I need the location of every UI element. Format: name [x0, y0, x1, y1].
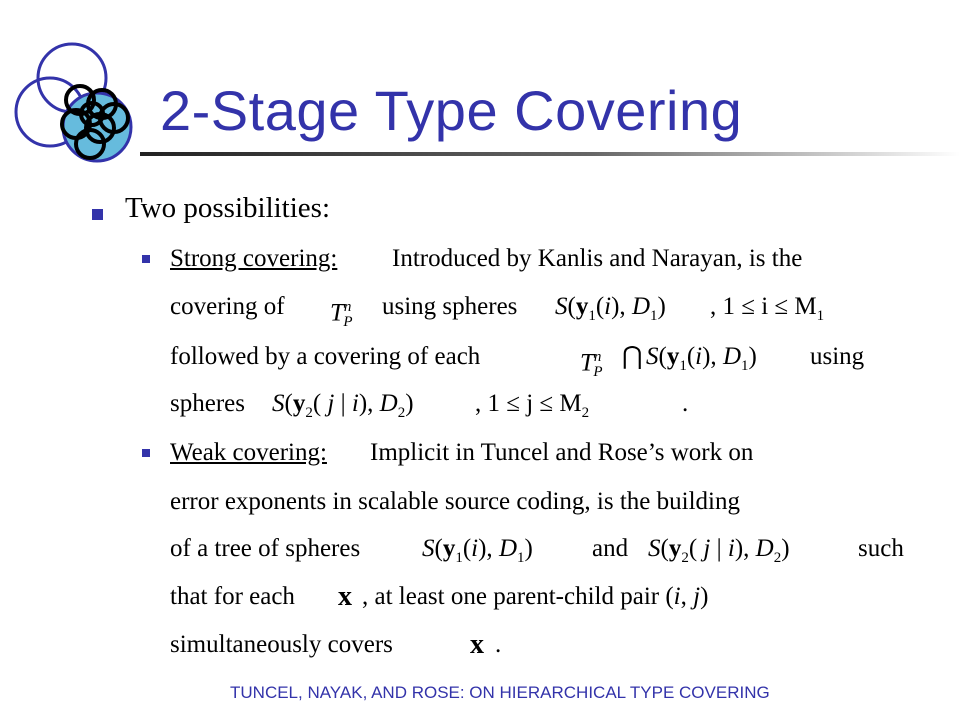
weak-text-4b: , at least one parent-child pair (i, j) — [362, 583, 709, 610]
weak-text-3c: such — [858, 535, 904, 562]
strong-covering-label: Strong covering: — [170, 245, 338, 272]
bullet-square-icon — [142, 255, 150, 263]
math-range-2: , $1 \le j \le M_2$ — [475, 390, 590, 421]
math-sphere-2: $S(y_2$( j | i), $D_2$) — [272, 390, 414, 421]
bullet-square-icon — [142, 449, 150, 457]
strong-text-3a: followed by a covering of each — [170, 343, 481, 370]
circles-logo-icon — [0, 0, 150, 170]
strong-text-2a: covering of — [170, 293, 285, 320]
strong-text-4a: spheres — [170, 390, 245, 417]
weak-text-4a: that for each — [170, 583, 295, 610]
math-type-class: $T^n_P$ — [330, 299, 353, 331]
weak-text-3a: of a tree of spheres — [170, 535, 361, 562]
weak-text-3b: and — [592, 535, 629, 562]
period: . — [682, 390, 689, 417]
intro-text: Two possibilities: — [125, 192, 331, 224]
math-intersection: ⋂ — [622, 343, 643, 370]
math-x: x — [338, 581, 352, 612]
bullet-square-icon — [92, 209, 103, 220]
page-title: 2-Stage Type Covering — [160, 79, 743, 142]
strong-text-3b: using — [810, 343, 865, 370]
strong-text-1: Introduced by Kanlis and Narayan, is the — [392, 245, 803, 272]
math-sphere-1: $S(y_1(i)$, $D_1$) — [555, 293, 666, 324]
title-underline — [140, 152, 960, 158]
strong-text-2b: using spheres — [382, 293, 518, 320]
math-sphere-2: $S(y_2$( j | i), $D_2$) — [648, 535, 790, 566]
period: . — [495, 631, 502, 658]
math-sphere-1: $S(y_1(i)$, $D_1$) — [646, 343, 757, 374]
math-type-class: $T^n_P$ — [580, 349, 603, 381]
weak-covering-label: Weak covering: — [170, 439, 327, 466]
weak-text-1: Implicit in Tuncel and Rose’s work on — [370, 439, 754, 466]
footer-text: TUNCEL, NAYAK, AND ROSE: ON HIERARCHICAL TYPE COVERING — [230, 683, 770, 702]
math-x: x — [470, 629, 484, 660]
math-range-1: , $1 \le i \le M_1$ — [710, 293, 825, 324]
weak-text-5a: simultaneously covers — [170, 631, 393, 658]
weak-text-2: error exponents in scalable source coding, is the building — [170, 488, 740, 515]
math-sphere-1: $S(y_1(i)$, $D_1$) — [422, 535, 533, 566]
